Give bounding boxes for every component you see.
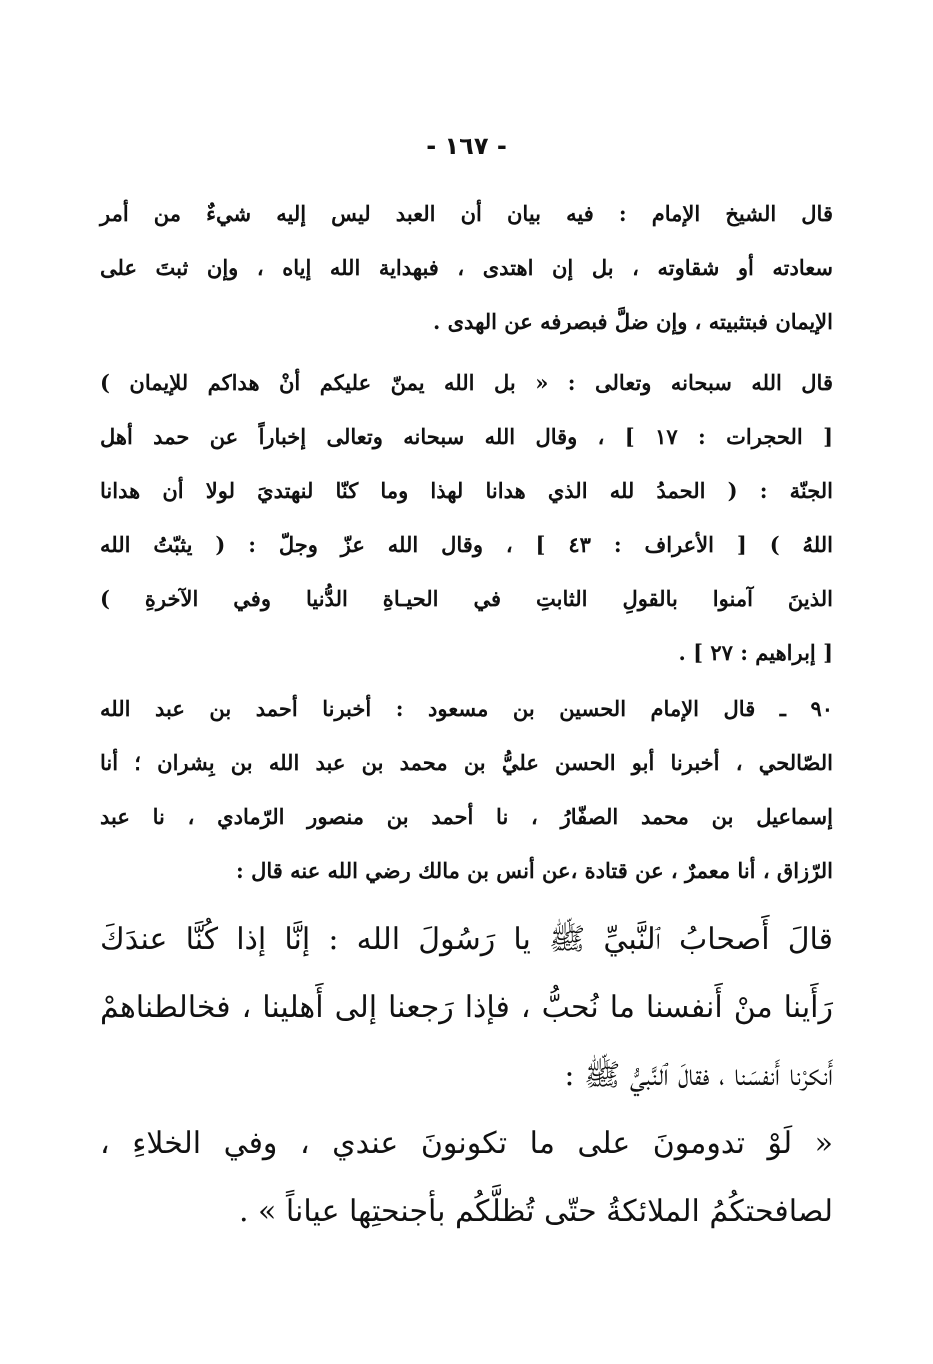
text-line: إسماعيل بن محمد الصفّارُ ، نا أحمد بن منصور الرّمادي ، نا عبد (100, 804, 833, 829)
text-line: [ الحجرات : ١٧ ] ، وقال الله سبحانه وتعالى إخباراً عن حمد أهل (100, 424, 834, 449)
text-line: « لَوْ تدومونَ على ما تكونونَ عندي ، وفي الخلاءِ ، (100, 1126, 833, 1161)
text-line: قال الشيخ الإمام : فيه بيان أن العبد ليس إليه شيءٌ من أمر (100, 201, 833, 226)
commentary-paragraph (100, 187, 833, 349)
text-line: الصّالحي ، أخبرنا أبو الحسن عليُّ بن محمد بن عبد الله بن بِشران ؛ أنا (100, 750, 833, 775)
quran-citation-paragraph (100, 356, 833, 680)
text-line: الجنّة : ( الحمدُ لله الذي هدانا لهذا وما كنّا لنهتديَ لولا أن هدانا (100, 478, 833, 503)
text-line: الإيمان فبتثبيته ، وإن ضلَّ فبصرفه عن الهدى . (432, 309, 833, 334)
hadith-text (100, 906, 833, 1246)
page-number: - ١٦٧ - (426, 132, 507, 160)
text-line: سعادته أو شقاوته ، بل إن اهتدى ، فبهداية الله إياه ، وإن ثبتَ على (100, 255, 833, 280)
text-line: أَنكرْنا أَنفسَنا ، فقالَ ٱلنَّبيُّ ﷺ : (564, 1058, 833, 1093)
text-line: الرّزاق ، أنا معمرٌ ، عن قتادة ،عن أنس بن مالك رضي الله عنه قال : (236, 858, 833, 883)
text-line: قالَ أَصحابُ ٱلنَّبيِّ ﷺ يا رَسُولَ الله : إنَّا إذا كُنَّا عندَكَ (100, 922, 833, 957)
isnad-paragraph (100, 682, 833, 898)
text-line: رَأَينا منْ أَنفسنا ما نُحبُّ ، فإذا رَجعنا إلى أَهلينا ، فخالطناهمْ (100, 990, 833, 1025)
text-line: لصافحتكُمُ الملائكةُ حتّى تُظلَّكُم بأجنحتِها عياناً » . (238, 1194, 833, 1229)
text-line: [ إبراهيم : ٢٧ ] . (678, 640, 833, 665)
text-line: اللهُ ) [ الأعراف : ٤٣ ] ، وقال الله عزّ وجلّ : ( يثبّتُ الله (100, 532, 833, 557)
text-line: قال الله سبحانه وتعالى : « بل الله يمنّ عليكم أنْ هداكم للإيمان ) (100, 370, 833, 395)
text-line: ٩٠ ـ قال الإمام الحسين بن مسعود : أخبرنا أحمد بن عبد الله (100, 696, 833, 721)
text-line: الذينَ آمنوا بالقولِ الثابتِ في الحيـاةِ الدُّنيا وفي الآخرةِ ) (100, 586, 833, 611)
